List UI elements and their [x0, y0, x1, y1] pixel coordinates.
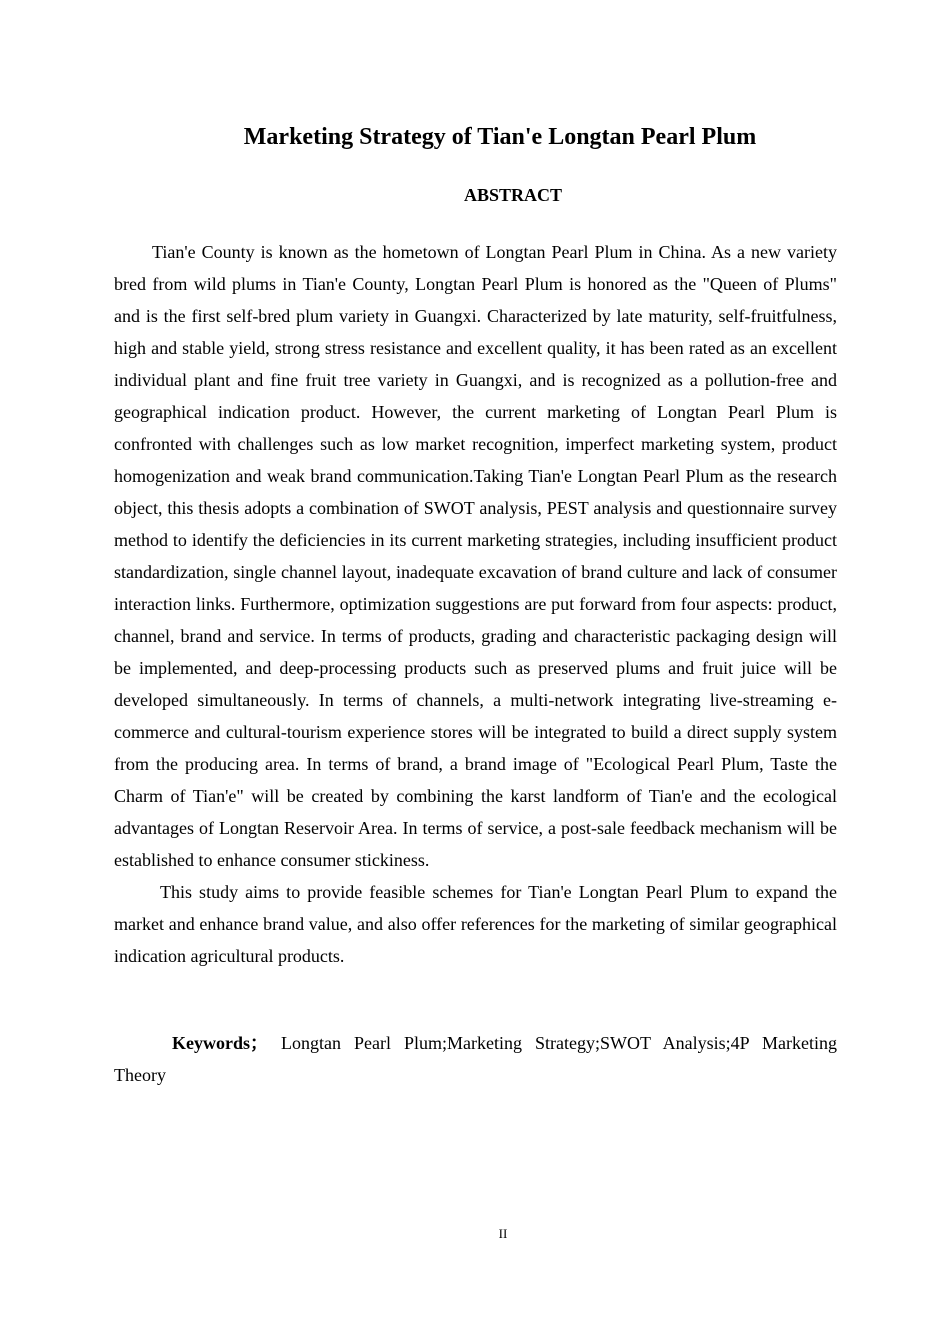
abstract-paragraph: Tian'e County is known as the hometown of Longtan Pearl Plum in China. As a new variety bred from wild plums in Tian'e County, Longtan Pearl Plum is honored as the "Queen of Plums" and is the first self-bred plum variety in Guangxi. Characterized by late maturity, self-fruitfulness, high and stable yield, strong stress resistance and excellent quality, it has been rated as an excellent individual plant and fine fruit tree variety in Guangxi, and is recognized as a pollution-free and geographical indication product. However, the current marketing of Longtan Pearl Plum is confronted with challenges such as low market recognition, imperfect marketing system, product homogenization and weak brand communication.Taking Tian'e Longtan Pearl Plum as the research object, this thesis adopts a combination of SWOT analysis, PEST analysis and questionnaire survey method to identify the deficiencies in its current marketing strategies, including insufficient product standardization, single channel layout, inadequate excavation of brand culture and lack of consumer interaction links. Furthermore, optimization suggestions are put forward from four aspects: product, channel, brand and service. In terms of products, grading and characteristic packaging design will be implemented, and deep-processing products such as preserved plums and fruit juice will be developed simultaneously. In terms of channels, a multi-network integrating live-streaming e-commerce and cultural-tourism experience stores will be integrated to build a direct supply system from the producing area. In terms of brand, a brand image of "Ecological Pearl Plum, Taste the Charm of Tian'e" will be created by combining the karst landform of Tian'e and the ecological advantages of Longtan Reservoir Area. In terms of service, a post-sale feedback mechanism will be established to enhance consumer stickiness. [114, 242, 837, 870]
abstract-heading: ABSTRACT [463, 185, 563, 205]
page-number: II [498, 1226, 508, 1241]
keywords-text: Longtan Pearl Plum;Marketing Strategy;SWOT Analysis;4P Marketing Theory [114, 1033, 837, 1085]
document-title: Marketing Strategy of Tian'e Longtan Pearl Plum [243, 124, 757, 150]
keywords-label: Keywords； [172, 1033, 268, 1053]
abstract-body [114, 236, 837, 972]
keywords-line [114, 1027, 837, 1091]
abstract-paragraph: This study aims to provide feasible schemes for Tian'e Longtan Pearl Plum to expand the market and enhance brand value, and also offer references for the marketing of similar geographical indication agricultural products. [114, 882, 837, 966]
